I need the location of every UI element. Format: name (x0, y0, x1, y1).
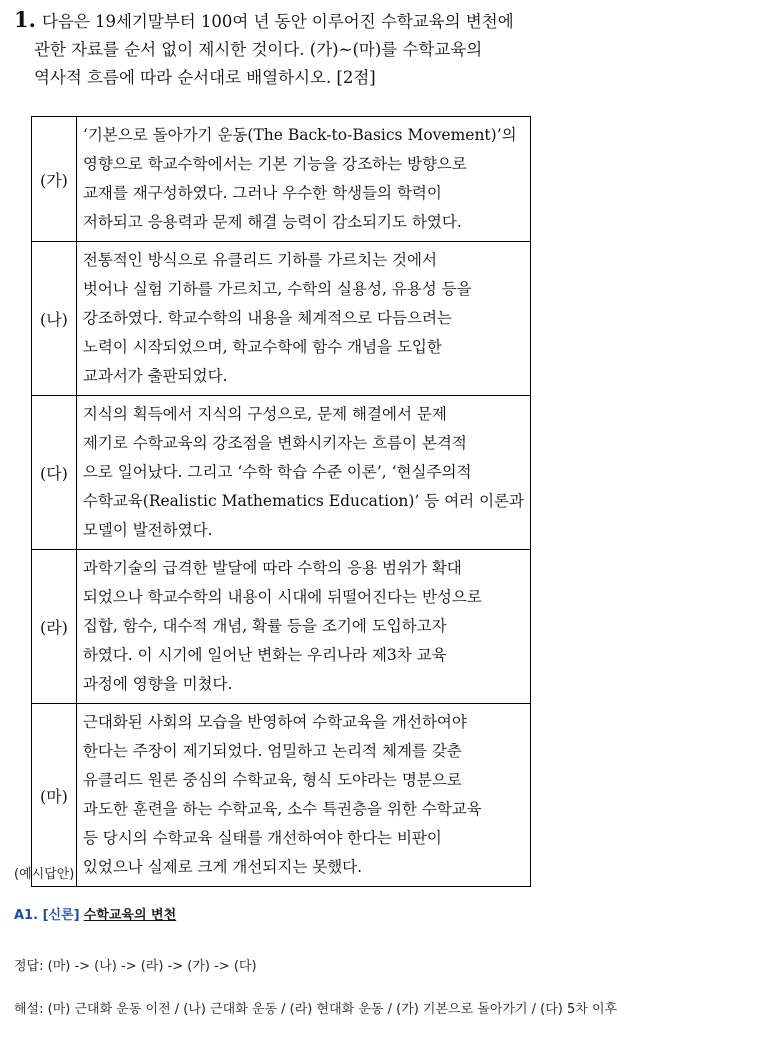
choice-row (32, 117, 531, 242)
choice-text-line: 수학교육(Realistic Mathematics Education)’ 등 여러 이론과 (82, 492, 524, 510)
choice-text-line: 있었으나 실제로 크게 개선되지는 못했다. (82, 858, 363, 876)
choice-text (76, 396, 530, 550)
correct-answer: 정답: (마) -> (나) -> (라) -> (가) -> (다) (14, 959, 257, 974)
choice-text-line: ‘기본으로 돌아가기 운동(The Back-to-Basics Movement)’의 (82, 126, 517, 144)
choice-text-line: 으로 일어났다. 그리고 ‘수학 학습 수준 이론’, ‘현실주의적 (82, 463, 472, 481)
choice-row (32, 550, 531, 704)
choice-text-line: 과학기술의 급격한 발달에 따라 수학의 응용 범위가 확대 (82, 559, 462, 577)
answer-code: A1. [신론] (14, 908, 80, 923)
choice-text (76, 704, 530, 887)
choice-text-line: 전통적인 방식으로 유클리드 기하를 가르치는 것에서 (82, 251, 437, 269)
choice-label: (다) (32, 396, 77, 550)
example-answer-label: (예시답안) (14, 867, 75, 882)
choice-text-line: 근대화된 사회의 모습을 반영하여 수학교육을 개선하여야 (82, 713, 467, 731)
choice-text-line: 등 당시의 수학교육 실태를 개선하여야 한다는 비판이 (82, 829, 442, 847)
question-text-1: 다음은 19세기말부터 100여 년 동안 이루어진 수학교육의 변천에 (41, 12, 514, 31)
choice-text-line: 집합, 함수, 대수적 개념, 확률 등을 조기에 도입하고자 (82, 617, 447, 635)
choice-row (32, 704, 531, 887)
choice-text-line: 교과서가 출판되었다. (82, 367, 228, 385)
answer-topic: 수학교육의 변천 (83, 908, 177, 923)
choice-text-line: 영향으로 학교수학에서는 기본 기능을 강조하는 방향으로 (82, 155, 467, 173)
choice-text (76, 117, 530, 242)
choice-text-line: 강조하였다. 학교수학의 내용을 체계적으로 다듬으려는 (82, 309, 452, 327)
question-line-1 (14, 6, 534, 36)
choice-text (76, 242, 530, 396)
choice-label: (가) (32, 117, 77, 242)
choices-table (31, 116, 531, 887)
choice-text-line: 하였다. 이 시기에 일어난 변화는 우리나라 제3차 교육 (82, 646, 447, 664)
question-number: 1. (14, 7, 36, 32)
choice-text-line: 노력이 시작되었으며, 학교수학에 함수 개념을 도입한 (82, 338, 442, 356)
answer-heading (14, 904, 176, 923)
question-line-3: 역사적 흐름에 따라 순서대로 배열하시오. [2점] (34, 68, 376, 87)
choice-text-line: 제기로 수학교육의 강조점을 변화시키자는 흐름이 본격적 (82, 434, 467, 452)
question-line-2: 관한 자료를 순서 없이 제시한 것이다. (가)~(마)를 수학교육의 (34, 40, 483, 59)
question-block (14, 6, 534, 92)
answer-explanation: 해설: (마) 근대화 운동 이전 / (나) 근대화 운동 / (라) 현대화 운동 / (가) 기본으로 돌아가기 / (다) 5차 이후 (14, 1002, 618, 1017)
choice-text-line: 교재를 재구성하였다. 그러나 우수한 학생들의 학력이 (82, 184, 442, 202)
choice-text-line: 한다는 주장이 제기되었다. 엄밀하고 논리적 체계를 갖춘 (82, 742, 462, 760)
choice-text-line: 모델이 발전하였다. (82, 521, 213, 539)
choice-text (76, 550, 530, 704)
choice-label: (마) (32, 704, 77, 887)
choice-text-line: 되었으나 학교수학의 내용이 시대에 뒤떨어진다는 반성으로 (82, 588, 482, 606)
choice-text-line: 과정에 영향을 미쳤다. (82, 675, 233, 693)
choice-text-line: 지식의 획득에서 지식의 구성으로, 문제 해결에서 문제 (82, 405, 447, 423)
choice-row (32, 396, 531, 550)
choice-label: (나) (32, 242, 77, 396)
choice-text-line: 유클리드 원론 중심의 수학교육, 형식 도야라는 명분으로 (82, 771, 462, 789)
choice-label: (라) (32, 550, 77, 704)
choice-text-line: 저하되고 응용력과 문제 해결 능력이 감소되기도 하였다. (82, 213, 462, 231)
choice-row (32, 242, 531, 396)
choice-text-line: 벗어나 실험 기하를 가르치고, 수학의 실용성, 유용성 등을 (82, 280, 472, 298)
choice-text-line: 과도한 훈련을 하는 수학교육, 소수 특권층을 위한 수학교육 (82, 800, 482, 818)
